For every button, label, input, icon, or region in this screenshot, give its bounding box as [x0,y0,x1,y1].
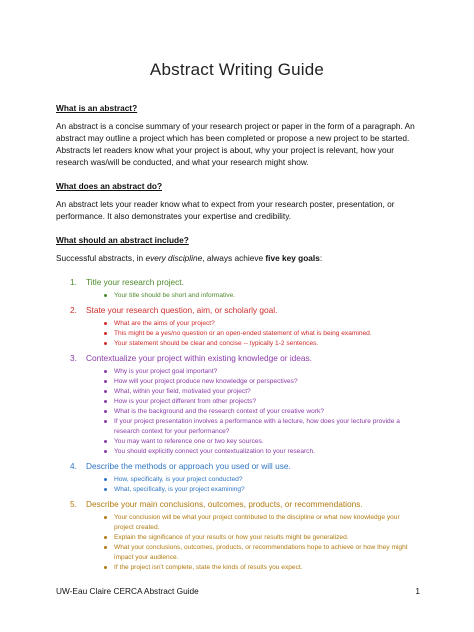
bullet-text: You may want to reference one or two key sources. [114,438,264,445]
intro-part3: : [319,253,323,263]
bullet-item [86,377,420,387]
goal-bullets [86,475,420,495]
bullet-item [86,339,420,349]
goal-number: 5. [70,499,77,509]
bullet-dot-icon [104,332,107,335]
goal-number: 2. [70,305,77,315]
bullet-item [86,475,420,485]
section-heading-what-does: What does an abstract do? [56,181,163,191]
bullet-text: How will your project produce new knowledge or perspectives? [114,378,298,385]
bullet-dot-icon [104,380,107,383]
section-heading-what-is: What is an abstract? [56,103,138,113]
bullet-text: What is the background and the research context of your creative work? [114,408,325,415]
bullet-item [86,367,420,377]
document-body [56,102,420,576]
bullet-item [86,291,420,301]
bullet-text: Your conclusion will be what your project contributed to the discipline or what new knowledge your project created. [114,514,400,531]
bullet-text: You should explicitly connect your contextualization to your research. [114,448,315,455]
goal-number: 3. [70,353,77,363]
bullet-text: What, within your field, motivated your project? [114,388,251,395]
bullet-item [86,417,420,437]
goal-title: Describe the methods or approach you used or will use. [86,461,291,471]
bullet-dot-icon [104,536,107,539]
page-title: Abstract Writing Guide [149,60,325,79]
goal-item [56,276,420,301]
bullet-dot-icon [104,390,107,393]
goal-title: Describe your main conclusions, outcomes, products, or recommendations. [86,499,363,509]
bullet-dot-icon [104,450,107,453]
intro-emphasis: every discipline [145,253,203,263]
goal-item [56,352,420,457]
bullet-item [86,447,420,457]
bullet-text: How is your project different from other projects? [114,398,257,405]
bullet-dot-icon [104,440,107,443]
bullet-text: If your project presentation involves a performance with a lecture, how does your lecture provide a research context for your performance? [114,418,400,435]
goal-title: Contextualize your project within existing knowledge or ideas. [86,353,312,363]
goal-bullets [86,513,420,573]
bullet-text: Why is your project goal important? [114,368,218,375]
section-text-what-is: An abstract is a concise summary of your research project or paper in the form of a paragraph. An abstract may outline a project which has been completed or propose a new project to be started. Abstracts let readers know what your project is about, why your project is relevant, how your research was/will be conducted, and what your research might show. [56,121,415,167]
intro-part2: , always achieve [202,253,266,263]
bullet-item [86,319,420,329]
bullet-item [86,387,420,397]
bullet-text: Explain the significance of your results or how your results might be generalized. [114,534,349,541]
bullet-dot-icon [104,516,107,519]
bullet-text: What, specifically, is your project examining? [114,486,245,493]
bullet-item [86,533,420,543]
bullet-item [86,563,420,573]
bullet-dot-icon [104,322,107,325]
intro-paragraph [56,252,420,264]
intro-bold: five key goals [265,253,320,263]
goal-item [56,498,420,573]
page-number: 1 [415,586,420,596]
bullet-item [86,407,420,417]
bullet-item [86,485,420,495]
key-goals-list [56,276,420,573]
bullet-dot-icon [104,546,107,549]
goal-title: State your research question, aim, or scholarly goal. [86,305,278,315]
bullet-dot-icon [104,342,107,345]
page-footer [56,586,420,596]
bullet-dot-icon [104,488,107,491]
goal-bullets [86,291,420,301]
bullet-dot-icon [104,566,107,569]
goal-number: 4. [70,461,77,471]
bullet-item [86,513,420,533]
goal-bullets [86,319,420,349]
bullet-text: Your statement should be clear and concise -- typically 1-2 sentences. [114,340,319,347]
bullet-text: What your conclusions, outcomes, products, or recommendations hope to achieve or how they might impact your audience. [114,544,408,561]
goal-title: Title your research project. [86,277,184,287]
bullet-dot-icon [104,400,107,403]
bullet-text: This might be a yes/no question or an open-ended statement of what is being examined. [114,330,372,337]
intro-part1: Successful abstracts, in [56,253,146,263]
bullet-text: How, specifically, is your project conducted? [114,476,243,483]
goal-item [56,304,420,349]
bullet-item [86,397,420,407]
bullet-text: Your title should be short and informative. [114,292,236,299]
bullet-item [86,543,420,563]
bullet-dot-icon [104,370,107,373]
goal-item [56,460,420,495]
bullet-dot-icon [104,410,107,413]
bullet-item [86,437,420,447]
bullet-text: What are the aims of your project? [114,320,215,327]
section-text-what-does: An abstract lets your reader know what to expect from your research poster, presentation, or performance. It also demonstrates your expertise and credibility. [56,199,395,221]
bullet-dot-icon [104,294,107,297]
bullet-text: If the project isn't complete, state the kinds of results you expect. [114,564,303,571]
footer-title: UW-Eau Claire CERCA Abstract Guide [56,586,199,596]
bullet-dot-icon [104,420,107,423]
goal-bullets [86,367,420,457]
bullet-item [86,329,420,339]
section-heading-include: What should an abstract include? [56,235,189,245]
goal-number: 1. [70,277,77,287]
bullet-dot-icon [104,478,107,481]
